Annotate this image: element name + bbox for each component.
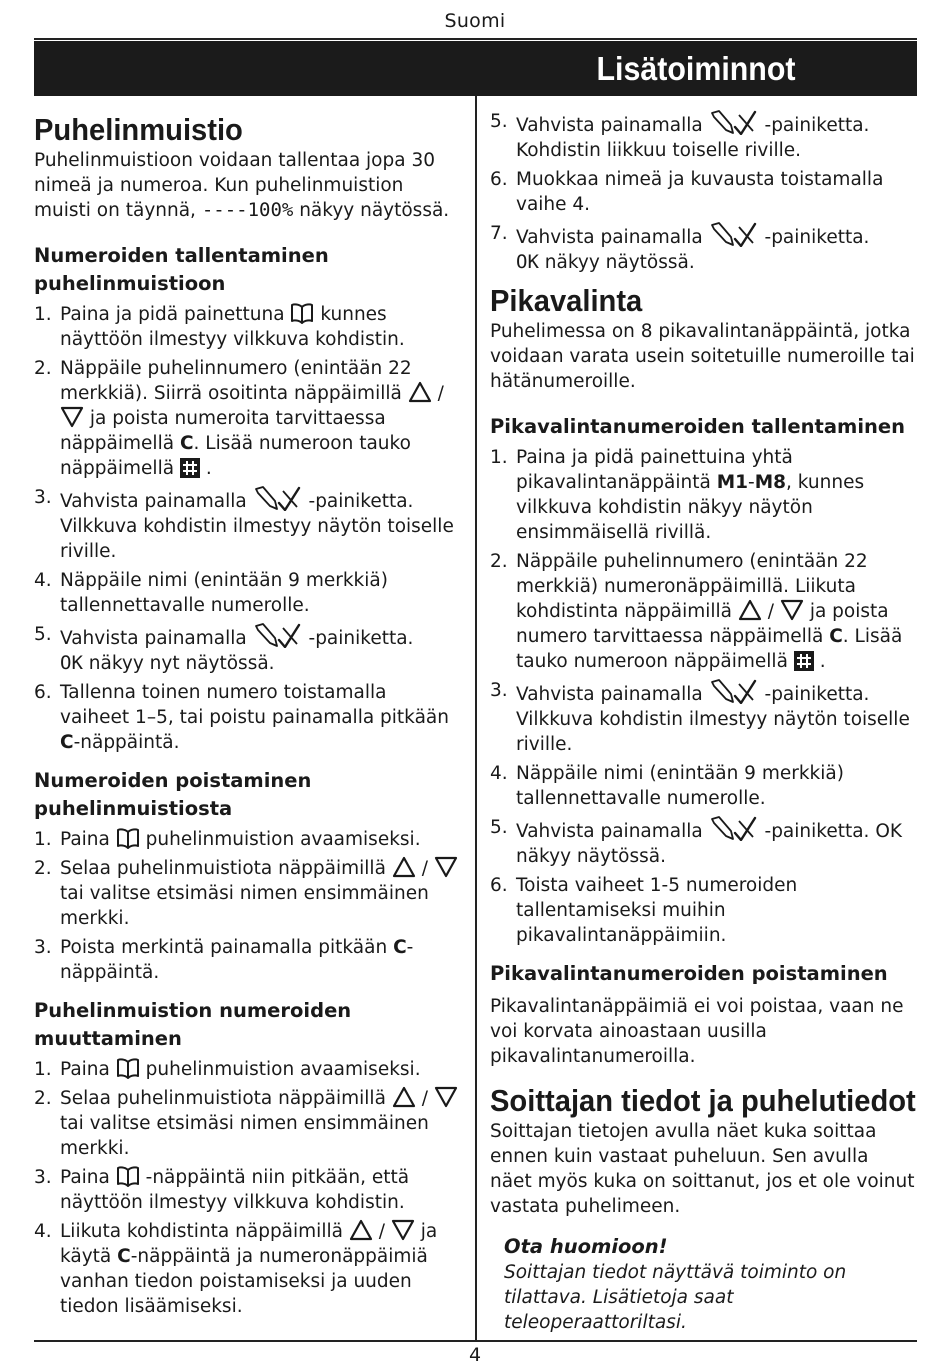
key-m8: M8 bbox=[754, 472, 786, 493]
confirm-key-icon bbox=[253, 491, 309, 512]
key-c: C bbox=[60, 732, 74, 753]
key-c: C bbox=[117, 1246, 131, 1267]
column-divider bbox=[475, 96, 477, 1340]
note-text: Soittajan tiedot näyttävä toiminto on tilattava. Lisätietoja saat teleoperaattoriltasi. bbox=[504, 1262, 847, 1333]
list-item: 6. Tallenna toinen numero toistamalla vaiheet 1–5, tai poistu painamalla pitkään C-näppäintä. bbox=[34, 682, 449, 753]
list-item: 2. Selaa puhelinmuistiota näppäimillä / tai valitse etsimäsi nimen ensimmäinen merkki. bbox=[34, 856, 459, 931]
confirm-key-icon bbox=[709, 684, 765, 705]
speed-dial-title: Pikavalinta bbox=[490, 283, 643, 318]
top-rule bbox=[34, 38, 917, 40]
list-item: 5. Vahvista painamalla -painiketta. OK näkyy nyt näytössä. bbox=[34, 624, 414, 674]
list-item: 4. Liikuta kohdistinta näppäimillä / ja käytä C-näppäintä ja numeronäppäimiä vanhan tiedon poistamiseksi ja uuden tiedon lisäämiseksi. bbox=[34, 1221, 438, 1317]
left-column bbox=[34, 96, 459, 1323]
edit-steps-continued bbox=[490, 109, 915, 275]
list-item: 4. Näppäile nimi (enintään 9 merkkiä) tallennettavalle numerolle. bbox=[34, 570, 388, 616]
down-arrow-icon bbox=[60, 408, 90, 429]
list-item: 5. Vahvista painamalla -painiketta. Kohdistin liikkuu toiselle riville. bbox=[490, 111, 870, 161]
speed-delete-heading: Pikavalintanumeroiden poistaminen bbox=[490, 962, 888, 985]
ok-display: OK bbox=[60, 652, 83, 674]
list-item: 7. Vahvista painamalla -painiketta. OK näkyy näytössä. bbox=[490, 223, 870, 273]
up-arrow-icon bbox=[349, 1221, 379, 1242]
phonebook-icon bbox=[290, 304, 320, 325]
key-c: C bbox=[393, 937, 407, 958]
confirm-key-icon bbox=[709, 821, 765, 842]
list-item: 2. Selaa puhelinmuistiota näppäimillä / tai valitse etsimäsi nimen ensimmäinen merkki. bbox=[34, 1086, 459, 1161]
key-c: C bbox=[829, 626, 843, 647]
speed-save-heading: Pikavalintanumeroiden tallentaminen bbox=[490, 415, 905, 438]
edit-heading: Puhelinmuistion numeroiden muuttaminen bbox=[34, 999, 352, 1050]
down-arrow-icon bbox=[428, 858, 458, 879]
phonebook-icon bbox=[116, 1059, 146, 1080]
down-arrow-icon bbox=[774, 601, 810, 622]
list-item: 1. Paina ja pidä painettuna kunnes näyttöön ilmestyy vilkkuva kohdistin. bbox=[34, 304, 405, 350]
list-item: 3. Paina -näppäintä niin pitkään, että näyttöön ilmestyy vilkkuva kohdistin. bbox=[34, 1167, 410, 1213]
confirm-key-icon bbox=[709, 227, 765, 248]
down-arrow-icon bbox=[428, 1088, 458, 1109]
list-item: 6. Muokkaa nimeä ja kuvausta toistamalla vaihe 4. bbox=[490, 169, 884, 215]
caller-id-text: Soittajan tietojen avulla näet kuka soittaa ennen kuin vastaat puheluun. Sen avulla näet myös kuka on soittanut, jos et ole voinut vastata puhelimeen. bbox=[490, 1121, 915, 1217]
list-item: 3. Vahvista painamalla -painiketta. Vilkkuva kohdistin ilmestyy näytön toiselle riville. bbox=[490, 680, 910, 755]
delete-steps bbox=[34, 827, 459, 985]
confirm-key-icon bbox=[709, 115, 765, 136]
save-steps bbox=[34, 302, 459, 755]
list-item: 3. Poista merkintä painamalla pitkään C-näppäintä. bbox=[34, 937, 414, 983]
phonebook-title: Puhelinmuistio bbox=[34, 112, 243, 147]
delete-heading: Numeroiden poistaminen puhelinmuistiosta bbox=[34, 769, 312, 820]
page-number: 4 bbox=[468, 1344, 482, 1366]
list-item: 1. Paina puhelinmuistion avaamiseksi. bbox=[34, 829, 421, 850]
up-arrow-icon bbox=[738, 601, 768, 622]
key-c: C bbox=[179, 433, 194, 454]
right-column bbox=[490, 96, 915, 1335]
pause-key-icon bbox=[794, 651, 820, 672]
list-item: 2. Näppäile puhelinnumero (enintään 22 merkkiä). Siirrä osoitinta näppäimillä / ja poista numeroita tarvittaessa näppäimellä C. Lisää numeroon tauko näppäimellä . bbox=[34, 358, 444, 479]
speed-dial-intro: Puhelimessa on 8 pikavalintanäppäintä, jotka voidaan varata usein soitetuille numeroille tai hätänumeroille. bbox=[490, 321, 915, 392]
save-heading: Numeroiden tallentaminen puhelinmuistioon bbox=[34, 244, 329, 295]
key-m1: M1 bbox=[716, 472, 749, 493]
edit-steps bbox=[34, 1057, 459, 1319]
note-box bbox=[490, 1233, 915, 1335]
speed-delete-text: Pikavalintanäppäimiä ei voi poistaa, vaan ne voi korvata ainoastaan uusilla pikavalintanumeroilla. bbox=[490, 996, 904, 1067]
banner-title: Lisätoiminnot bbox=[596, 50, 796, 87]
list-item: 4. Näppäile nimi (enintään 9 merkkiä) tallennettavalle numerolle. bbox=[490, 763, 844, 809]
list-item: 6. Toista vaiheet 1-5 numeroiden tallentamiseksi muihin pikavalintanäppäimiin. bbox=[490, 875, 798, 946]
language-label: Suomi bbox=[444, 10, 506, 32]
up-arrow-icon bbox=[408, 383, 438, 404]
up-arrow-icon bbox=[392, 1088, 422, 1109]
caller-id-title: Soittajan tiedot ja puhelutiedot bbox=[490, 1083, 916, 1118]
phonebook-icon bbox=[116, 1167, 146, 1188]
down-arrow-icon bbox=[385, 1221, 421, 1242]
list-item: 1. Paina ja pidä painettuina yhtä pikavalintanäppäintä M1-M8, kunnes vilkkuva kohdistin näkyy näytön ensimmäisellä rivillä. bbox=[490, 447, 865, 543]
up-arrow-icon bbox=[392, 858, 422, 879]
ok-display: OK bbox=[516, 251, 539, 273]
bottom-rule bbox=[34, 1340, 917, 1342]
confirm-key-icon bbox=[253, 628, 309, 649]
section-banner bbox=[34, 41, 917, 96]
list-item: 5. Vahvista painamalla -painiketta. OK näkyy näytössä. bbox=[490, 817, 903, 867]
phonebook-icon bbox=[116, 829, 146, 850]
list-item: 1. Paina puhelinmuistion avaamiseksi. bbox=[34, 1059, 421, 1080]
list-item: 3. Vahvista painamalla -painiketta. Vilkkuva kohdistin ilmestyy näytön toiselle riville. bbox=[34, 487, 454, 562]
speed-save-steps bbox=[490, 445, 915, 948]
phonebook-intro: Puhelinmuistioon voidaan tallentaa jopa 30 nimeä ja numeroa. Kun puhelinmuistion muisti on täynnä, ----100% näkyy näytössä. bbox=[34, 150, 450, 221]
list-item: 2. Näppäile puhelinnumero (enintään 22 merkkiä) numeronäppäimillä. Liikuta kohdistinta näppäimillä / ja poista numero tarvittaessa näppäimellä C. Lisää tauko numeroon näppäimellä . bbox=[490, 551, 903, 672]
memory-full-display: ----100% bbox=[201, 199, 294, 221]
note-title: Ota huomioon! bbox=[504, 1235, 668, 1258]
pause-key-icon bbox=[180, 458, 206, 479]
